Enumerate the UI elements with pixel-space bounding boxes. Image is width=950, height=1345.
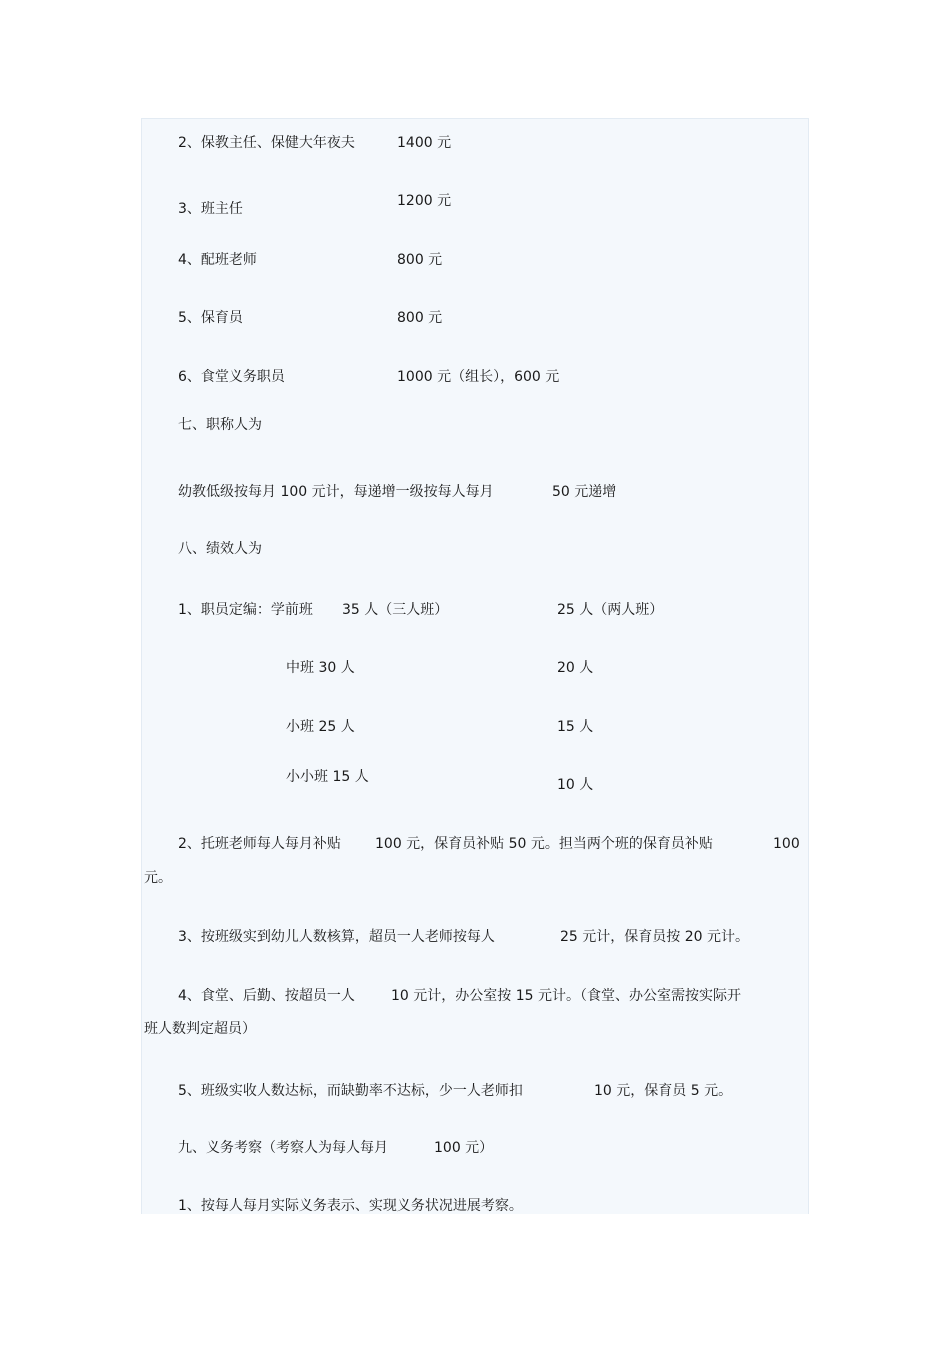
pay-amount-4: 800 元 (397, 310, 443, 326)
item-2-b: 100 元，保育员补贴 50 元。担当两个班的保育员补贴 (375, 836, 713, 852)
quota-two-4: 10 人 (557, 777, 594, 793)
pay-role-1: 2、保教主任、保健大年夜夫 (178, 135, 355, 151)
pay-amount-3: 800 元 (397, 252, 443, 268)
section-8-heading: 八、绩效人为 (178, 541, 262, 557)
pay-amount-2: 1200 元 (397, 193, 452, 209)
document-page (141, 118, 809, 1214)
item-2-d: 元。 (144, 870, 172, 886)
section-9-item-1: 1、按每人每月实际义务表示、实现义务状况进展考察。 (178, 1198, 523, 1214)
section-7-line-a: 幼教低级按每月 100 元计，每递增一级按每人每月 (178, 484, 494, 500)
quota-class-1: 35 人（三人班） (342, 602, 449, 618)
quota-class-4: 小小班 15 人 (286, 769, 369, 785)
item-4-a: 4、食堂、后勤、按超员一人 (178, 988, 355, 1004)
quota-label: 1、职员定编：学前班 (178, 602, 313, 618)
item-3-b: 25 元计，保育员按 20 元计。 (560, 929, 749, 945)
item-5-a: 5、班级实收人数达标，而缺勤率不达标，少一人老师扣 (178, 1083, 523, 1099)
quota-two-3: 15 人 (557, 719, 594, 735)
quota-two-1: 25 人（两人班） (557, 602, 664, 618)
pay-role-3: 4、配班老师 (178, 252, 257, 268)
pay-amount-1: 1400 元 (397, 135, 452, 151)
pay-role-2: 3、班主任 (178, 201, 243, 217)
section-7-heading: 七、职称人为 (178, 417, 262, 433)
pay-amount-5: 1000 元（组长），600 元 (397, 369, 560, 385)
quota-two-2: 20 人 (557, 660, 594, 676)
section-9-heading-b: 100 元） (434, 1140, 494, 1156)
section-7-line-b: 50 元递增 (552, 484, 617, 500)
section-9-heading-a: 九、义务考察（考察人为每人每月 (178, 1140, 388, 1156)
item-3-a: 3、按班级实到幼儿人数核算，超员一人老师按每人 (178, 929, 495, 945)
item-2-c: 100 (773, 836, 800, 852)
item-4-b: 10 元计，办公室按 15 元计。（食堂、办公室需按实际开 (391, 988, 741, 1004)
item-5-b: 10 元，保育员 5 元。 (594, 1083, 733, 1099)
pay-role-5: 6、食堂义务职员 (178, 369, 285, 385)
pay-role-4: 5、保育员 (178, 310, 243, 326)
quota-class-2: 中班 30 人 (286, 660, 355, 676)
item-4-c: 班人数判定超员） (144, 1021, 256, 1037)
item-2-a: 2、托班老师每人每月补贴 (178, 836, 341, 852)
quota-class-3: 小班 25 人 (286, 719, 355, 735)
